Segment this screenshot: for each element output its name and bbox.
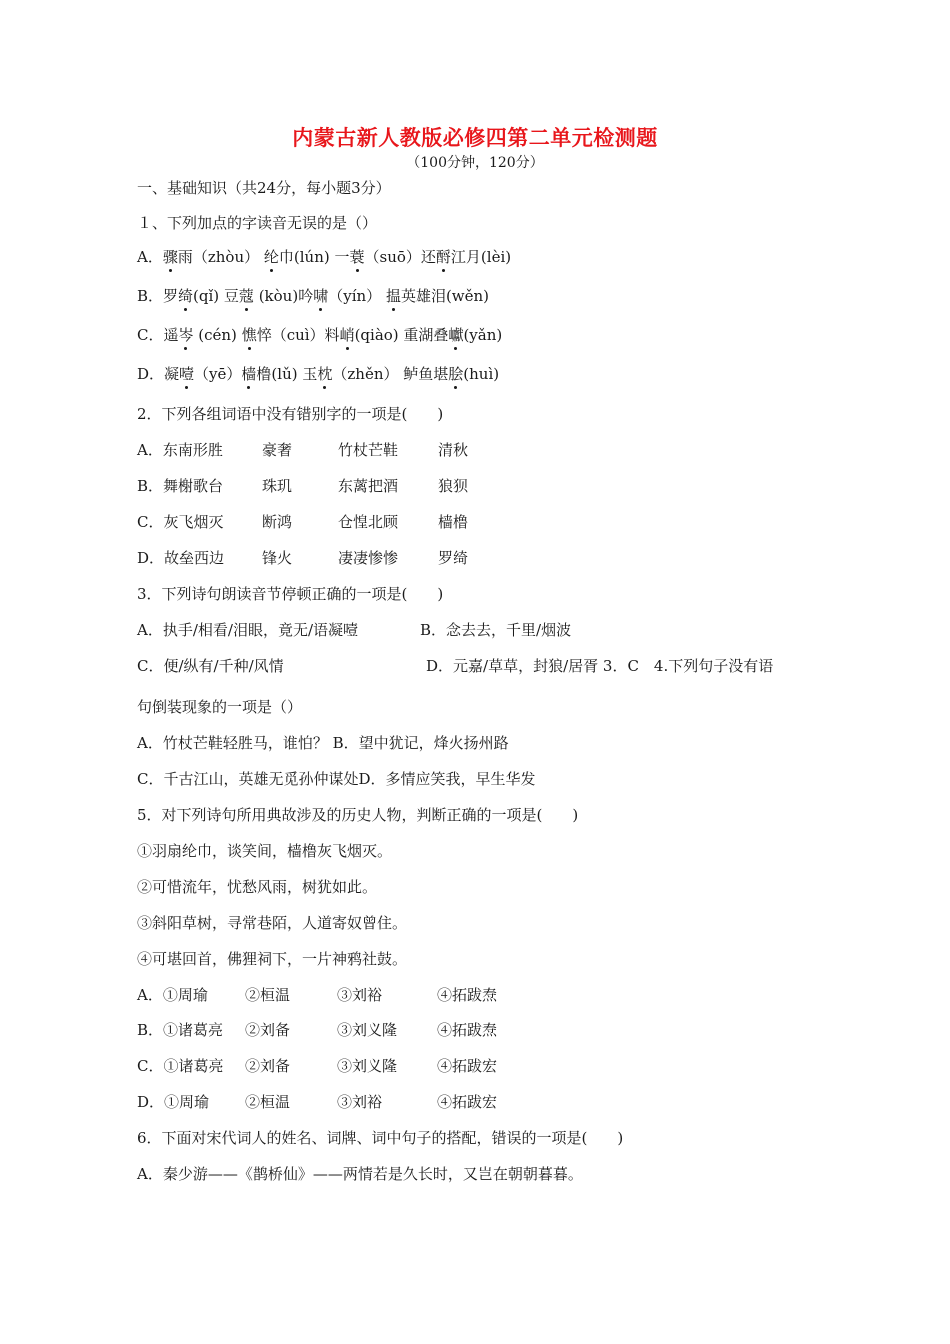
text: (cén) — [193, 326, 242, 344]
q6-option-a: A．秦少游——《鹊桥仙》——两情若是久长时，又岂在朝朝暮暮。 — [137, 1165, 583, 1183]
text: 珠玑 — [262, 477, 293, 495]
text: ②桓温 — [245, 986, 291, 1004]
text: 英雄泪(wěn) — [400, 287, 490, 305]
text: （yín） — [328, 287, 386, 305]
text: (huì) — [463, 365, 500, 383]
text: （zhěn） 鲈鱼堪 — [332, 365, 449, 383]
text: A．东南形胜 — [137, 441, 223, 459]
q5-sentence-1: ①羽扇纶巾，谈笑间，樯橹灰飞烟灭。 — [137, 842, 393, 860]
text: B．①诸葛亮 — [137, 1021, 224, 1039]
q5-option-b — [137, 1020, 497, 1040]
dotted-char: 岑 — [178, 326, 194, 344]
text: （yē） — [194, 365, 242, 383]
text: 橹(lǔ) 玉 — [256, 365, 318, 383]
dotted-char: 酹 — [435, 248, 451, 266]
q3-options-ab — [137, 620, 571, 640]
text: B．罗 — [137, 287, 179, 305]
text: (qǐ) 豆 — [193, 287, 239, 305]
text: C．遥 — [137, 326, 179, 344]
dotted-char: 脍 — [448, 365, 464, 383]
dotted-char: 巘 — [448, 326, 464, 344]
text: ③刘裕 — [337, 1093, 383, 1111]
q2-option-d — [137, 548, 468, 568]
q6-stem: 6．下面对宋代词人的姓名、词牌、词中句子的搭配，错误的一项是( ) — [137, 1129, 624, 1147]
dotted-char: 蔻 — [238, 287, 254, 305]
text: 巾(lún) 一 — [278, 248, 350, 266]
q5-sentence-3: ③斜阳草树，寻常巷陌，人道寄奴曾住。 — [137, 914, 408, 932]
dotted-char: 枕 — [317, 365, 333, 383]
text: A．执手/相看/泪眼，竟无/语凝噎 — [137, 621, 358, 639]
text: B．念去去，千里/烟波 — [420, 621, 572, 639]
text: 狼狈 — [438, 477, 469, 495]
text: ④拓跋宏 — [437, 1057, 498, 1075]
text: 樯橹 — [438, 513, 469, 531]
text: ③刘义隆 — [337, 1021, 398, 1039]
text: (kòu)吟 — [253, 287, 314, 305]
q2-option-a — [137, 440, 468, 460]
text: 雨（zhòu） — [177, 248, 264, 266]
section-heading: 一、基础知识（共24分，每小题3分） — [137, 179, 391, 197]
dotted-char: 噎 — [179, 365, 195, 383]
q5-sentence-2: ②可惜流年，忧愁风雨，树犹如此。 — [137, 878, 378, 896]
text: C．便/纵有/千种/风情 — [137, 657, 284, 675]
q4-stem-cont: 句倒装现象的一项是（） — [137, 698, 303, 716]
q3-stem: 3．下列诗句朗读音节停顿正确的一项是( ) — [137, 585, 444, 603]
dotted-char: 啸 — [313, 287, 329, 305]
q4-options-cd: C．千古江山，英雄无觅孙仲谋处D．多情应笑我，早生华发 — [137, 770, 536, 788]
text: ②桓温 — [245, 1093, 291, 1111]
q3-options-cd — [137, 656, 773, 676]
text: 断鸿 — [262, 513, 293, 531]
text: ④拓跋焘 — [437, 986, 498, 1004]
text: D．凝 — [137, 365, 180, 383]
text: D．故垒西边 — [137, 549, 225, 567]
dotted-char: 纶 — [263, 248, 279, 266]
q2-stem: 2．下列各组词语中没有错别字的一项是( ) — [137, 405, 444, 423]
dotted-char: 峭 — [339, 326, 355, 344]
q5-option-c — [137, 1056, 497, 1076]
text: 东蓠把酒 — [338, 477, 399, 495]
text: 江月(lèi) — [450, 248, 512, 266]
text: D．元嘉/草草，封狼/居胥 3．C 4.下列句子没有语 — [426, 657, 774, 675]
q5-option-d — [137, 1092, 497, 1112]
text: ④拓跋宏 — [437, 1093, 498, 1111]
dotted-char: 绮 — [178, 287, 194, 305]
text: 凄凄惨惨 — [338, 549, 399, 567]
dotted-char: 骤 — [162, 248, 178, 266]
document-subtitle: （100分钟，120分） — [406, 155, 544, 171]
text: 锋火 — [262, 549, 293, 567]
dotted-char: 憔 — [241, 326, 257, 344]
q5-option-a — [137, 985, 497, 1005]
text: ②刘备 — [245, 1021, 291, 1039]
text: ③刘裕 — [337, 986, 383, 1004]
text: 悴（cuì）料 — [256, 326, 340, 344]
text: ②刘备 — [245, 1057, 291, 1075]
q2-option-c — [137, 512, 468, 532]
text: C．①诸葛亮 — [137, 1057, 224, 1075]
text: 竹杖芒鞋 — [338, 441, 399, 459]
text: 罗绮 — [438, 549, 469, 567]
text: (yǎn) — [463, 326, 503, 344]
q1-stem: １、下列加点的字读音无误的是（） — [137, 214, 378, 232]
text: ③刘义隆 — [337, 1057, 398, 1075]
text: B．舞榭歌台 — [137, 477, 224, 495]
text: 豪奢 — [262, 441, 293, 459]
dotted-char: 揾 — [385, 287, 401, 305]
q5-sentence-4: ④可堪回首，佛狸祠下，一片神鸦社鼓。 — [137, 950, 408, 968]
q1-option-b — [137, 286, 489, 306]
q2-option-b — [137, 476, 468, 496]
q1-option-d — [137, 364, 499, 384]
text: A． — [137, 248, 163, 266]
text: ④拓跋焘 — [437, 1021, 498, 1039]
dotted-char: 樯 — [241, 365, 257, 383]
text: A．①周瑜 — [137, 986, 208, 1004]
q4-options-ab: A．竹杖芒鞋轻胜马，谁怕？ B．望中犹记，烽火扬州路 — [137, 734, 509, 752]
document-title: 内蒙古新人教版必修四第二单元检测题 — [292, 125, 658, 150]
dotted-char: 蓑 — [349, 248, 365, 266]
text: D．①周瑜 — [137, 1093, 210, 1111]
text: 清秋 — [438, 441, 469, 459]
text: 仓惶北顾 — [338, 513, 399, 531]
text: (qiào) 重湖叠 — [354, 326, 449, 344]
q5-stem: 5．对下列诗句所用典故涉及的历史人物，判断正确的一项是( ) — [137, 806, 579, 824]
q1-option-a — [137, 247, 511, 267]
text: （suō）还 — [364, 248, 436, 266]
q1-option-c — [137, 325, 502, 345]
text: C．灰飞烟灭 — [137, 513, 224, 531]
